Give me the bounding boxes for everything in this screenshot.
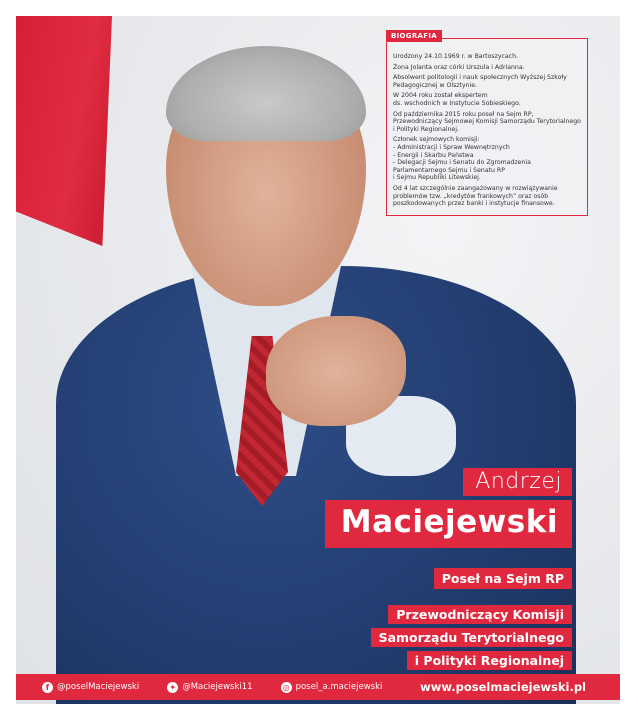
- facebook-handle: @poselMaciejewski: [57, 682, 140, 692]
- instagram-link[interactable]: [281, 682, 383, 693]
- biography-title: BIOGRAFIA: [386, 30, 442, 42]
- biography-paragraph: Od października 2015 roku poseł na Sejm RP, Przewodniczący Sejmowej Komisji Samorządu Terytorialnego i Polityki Regionalnej.: [393, 110, 581, 133]
- footer-bar: [16, 674, 620, 700]
- role-title: Poseł na Sejm RP: [434, 568, 572, 589]
- instagram-handle: posel_a.maciejewski: [295, 682, 383, 692]
- biography-body: [387, 39, 587, 208]
- instagram-icon: ◎: [281, 682, 292, 693]
- committee-line: Samorządu Terytorialnego: [371, 628, 572, 647]
- twitter-icon: ✦: [167, 682, 178, 693]
- polish-flag: [16, 16, 112, 246]
- twitter-link[interactable]: [167, 682, 252, 693]
- first-name: Andrzej: [463, 468, 572, 496]
- biography-paragraph: Od 4 lat szczególnie zaangażowany w rozwiązywanie problemów tzw. „kredytów frankowych” oraz osób poszkodowanych przez banki i instytucje finansowe.: [393, 184, 558, 208]
- twitter-handle: @Maciejewski11: [182, 682, 253, 692]
- last-name: Maciejewski: [325, 500, 572, 548]
- biography-paragraph: Członek sejmowych komisji: - Administracji i Spraw Wewnętrznych - Energii i Skarbu Państwa - Delegacji Sejmu i Senatu do Zgromadzenia Parlamentarnego Sejmu i Senatu RP i Sejmu Republiki Litewskiej.: [393, 136, 531, 182]
- biography-paragraph: Żona Jolanta oraz córki Urszula i Adrianna.: [393, 63, 525, 71]
- website-link[interactable]: www.poselmaciejewski.pl: [420, 680, 586, 694]
- committee-line: i Polityki Regionalnej: [407, 651, 572, 670]
- poster-frame: [16, 16, 620, 704]
- committee-line: Przewodniczący Komisji: [388, 605, 572, 624]
- biography-paragraph: Absolwent politologii i nauk społecznych Wyższej Szkoły Pedagogicznej w Olsztynie.: [393, 74, 567, 89]
- biography-paragraph: W 2004 roku został ekspertem ds. wschodnich w Instytucie Sobieskiego.: [393, 92, 521, 107]
- biography-box: [386, 32, 588, 216]
- committee-block: [371, 604, 572, 673]
- facebook-icon: f: [42, 682, 53, 693]
- hand: [266, 316, 406, 426]
- biography-paragraph: Urodzony 24.10.1969 r. w Bartoszycach.: [393, 53, 518, 60]
- facebook-link[interactable]: [42, 682, 139, 693]
